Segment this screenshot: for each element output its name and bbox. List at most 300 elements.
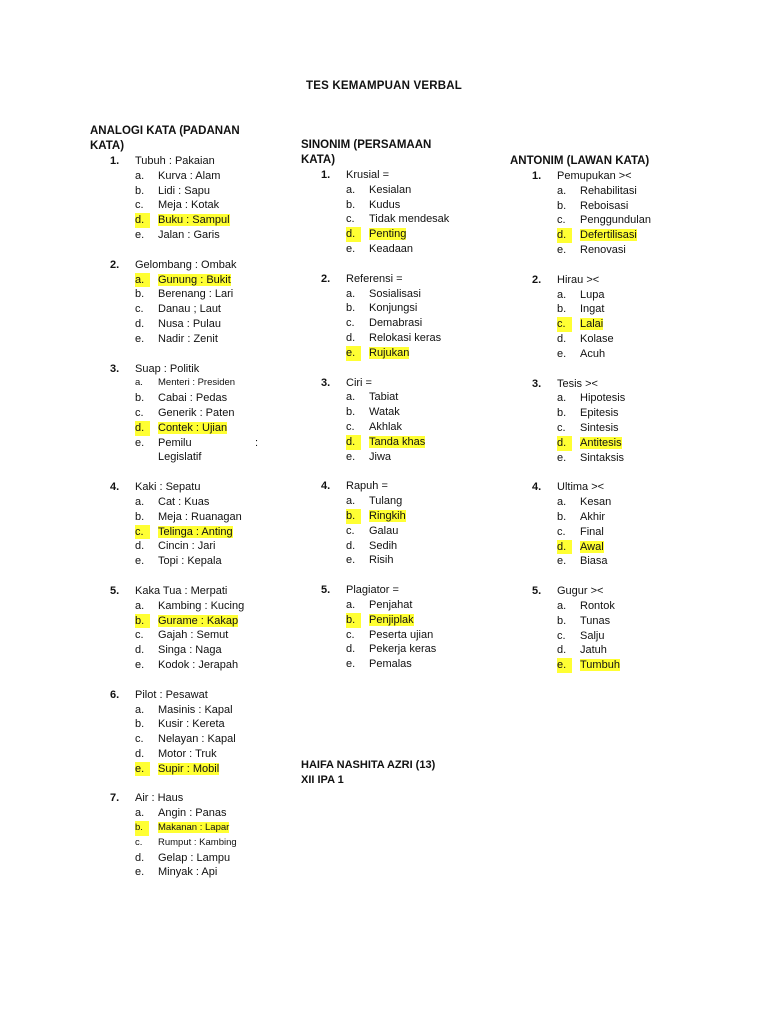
option-text: Hipotesis [580, 392, 626, 405]
answer-option [90, 406, 270, 421]
option-text: Danau ; Laut [158, 303, 221, 316]
question-line [301, 272, 491, 287]
option-letter: d. [346, 643, 356, 656]
option-letter: b. [135, 614, 150, 629]
option-letter: d. [557, 228, 572, 243]
question-text: Pemupukan >< [557, 170, 632, 182]
option-letter: c. [135, 629, 144, 642]
option-text: Konjungsi [369, 302, 418, 315]
option-letter: d. [346, 539, 356, 552]
author-name: HAIFA NASHITA AZRI (13) [301, 759, 436, 771]
option-letter: c. [135, 303, 144, 316]
question-line [90, 258, 270, 273]
question-item [301, 272, 491, 361]
answer-option [301, 212, 491, 227]
answer-option [301, 390, 491, 405]
option-text: Rumput : Kambing [158, 836, 237, 848]
answer-option [90, 391, 270, 406]
option-text: Peserta ujian [369, 628, 434, 641]
answer-option [90, 717, 270, 732]
question-item [510, 169, 690, 258]
answer-option-highlighted [510, 228, 690, 243]
option-letter: e. [346, 242, 356, 255]
page-title: TES KEMAMPUAN VERBAL [305, 80, 463, 92]
question-item [510, 377, 690, 466]
option-letter: a. [557, 392, 567, 405]
question-number: 5. [110, 584, 120, 597]
option-letter: e. [135, 762, 150, 777]
question-text: Kaka Tua : Merpati [135, 584, 228, 597]
option-text: Telinga : Anting [158, 525, 233, 538]
option-letter: e. [557, 347, 567, 360]
option-list [90, 273, 270, 347]
question-number: 2. [110, 258, 120, 271]
option-text: Meja : Ruanagan [158, 510, 242, 523]
answer-option [301, 539, 491, 554]
question-number: 1. [110, 155, 120, 167]
option-text: Final [580, 525, 604, 538]
option-letter: d. [135, 317, 145, 330]
option-text: Biasa [580, 555, 608, 568]
answer-option [90, 198, 270, 213]
answer-option [510, 288, 690, 303]
section-sinonim [301, 138, 491, 687]
answer-option [90, 332, 270, 347]
option-text: Sedih [369, 539, 398, 552]
option-letter: e. [135, 658, 145, 671]
option-text: Pekerja keras [369, 643, 437, 656]
option-letter: b. [346, 613, 361, 628]
option-text: Kusir : Kereta [158, 718, 225, 731]
answer-option [90, 806, 270, 821]
question-line [90, 688, 270, 703]
option-letter: a. [346, 391, 356, 404]
option-letter: c. [135, 406, 144, 419]
answer-option-highlighted [301, 435, 491, 450]
answer-option [90, 169, 270, 184]
question-list [510, 169, 690, 673]
question-item [90, 688, 270, 777]
option-letter: c. [135, 525, 150, 540]
answer-option [90, 628, 270, 643]
option-letter: a. [346, 495, 356, 508]
answer-option [90, 495, 270, 510]
answer-option [301, 242, 491, 257]
question-text: Gugur >< [557, 585, 604, 598]
option-letter: e. [346, 658, 356, 671]
question-text: Ciri = [346, 376, 372, 389]
option-text: Motor : Truk [158, 747, 217, 760]
answer-option [90, 302, 270, 317]
option-letter: b. [346, 302, 356, 315]
question-list [301, 168, 491, 672]
option-list [90, 703, 270, 777]
answer-option [301, 553, 491, 568]
question-line [510, 169, 690, 184]
option-letter: a. [135, 495, 145, 508]
answer-option-highlighted [510, 658, 690, 673]
option-letter: d. [557, 332, 567, 345]
answer-option [301, 598, 491, 613]
question-item [510, 273, 690, 362]
option-letter: a. [557, 496, 567, 509]
answer-option [90, 836, 270, 851]
option-text: Kudus [369, 198, 401, 211]
answer-option [90, 865, 270, 880]
option-letter: b. [135, 392, 145, 405]
answer-option [510, 184, 690, 199]
option-letter: d. [346, 331, 356, 344]
option-letter: b. [557, 303, 567, 316]
option-text: Kurva : Alam [158, 169, 221, 182]
question-number: 5. [321, 584, 331, 597]
question-line [301, 479, 491, 494]
answer-option [510, 199, 690, 214]
option-letter: a. [346, 183, 356, 196]
question-item [90, 584, 270, 673]
answer-option [90, 643, 270, 658]
option-letter: c. [346, 420, 355, 433]
option-text: Angin : Panas [158, 807, 227, 820]
answer-option [301, 420, 491, 435]
answer-option [301, 183, 491, 198]
question-text: Air : Haus [135, 792, 184, 805]
answer-option [510, 391, 690, 406]
question-line [510, 584, 690, 599]
answer-option-highlighted [510, 540, 690, 555]
option-letter: a. [346, 287, 356, 300]
option-letter: c. [346, 524, 355, 537]
answer-option-highlighted [510, 317, 690, 332]
option-text: Acuh [580, 347, 606, 360]
answer-option-highlighted [90, 525, 270, 540]
option-text: Penting [369, 228, 407, 241]
option-text: Buku : Sampul [158, 214, 230, 227]
option-text: Risih [369, 554, 394, 567]
answer-option [90, 851, 270, 866]
option-letter: b. [557, 614, 567, 627]
question-number: 7. [110, 792, 120, 805]
answer-option [301, 628, 491, 643]
option-letter: d. [346, 435, 361, 450]
option-text: Ringkih [369, 509, 406, 522]
answer-option [90, 747, 270, 762]
question-line [510, 273, 690, 288]
option-list [510, 288, 690, 362]
option-text: Kodok : Jerapah [158, 658, 239, 671]
section-heading: SINONIM (PERSAMAAN KATA) [301, 139, 432, 166]
option-letter: e. [557, 243, 567, 256]
question-line [301, 376, 491, 391]
option-text: Penjiplak [369, 613, 414, 626]
option-text: Lupa [580, 288, 605, 301]
answer-option [510, 421, 690, 436]
option-list [510, 495, 690, 569]
option-text: Supir : Mobil [158, 762, 220, 775]
answer-option [90, 539, 270, 554]
option-list [301, 598, 491, 672]
question-item [510, 480, 690, 569]
question-number: 4. [110, 481, 120, 494]
option-text: Tunas [580, 614, 611, 627]
answer-option-highlighted [301, 613, 491, 628]
option-text: Rontok [580, 599, 615, 612]
answer-option [510, 302, 690, 317]
answer-option [90, 658, 270, 673]
option-letter: e. [346, 450, 356, 463]
option-text: Sintesis [580, 421, 619, 434]
option-text: Demabrasi [369, 317, 423, 330]
answer-option [301, 405, 491, 420]
option-letter: d. [135, 851, 145, 864]
option-text-continued: Legislatif [158, 451, 202, 464]
option-text: Nelayan : Kapal [158, 733, 236, 746]
option-text: Galau [369, 524, 399, 537]
option-text: Masinis : Kapal [158, 703, 233, 716]
option-letter: a. [557, 184, 567, 197]
option-text: Singa : Naga [158, 644, 222, 657]
option-list [510, 391, 690, 465]
option-letter: c. [346, 317, 355, 330]
answer-option [301, 642, 491, 657]
option-letter: c. [557, 214, 566, 227]
option-list [90, 806, 270, 880]
option-letter: d. [557, 436, 572, 451]
option-text: Rujukan [369, 346, 410, 359]
option-text: Pemilu : [158, 436, 258, 449]
option-text: Cincin : Jari [158, 540, 216, 553]
answer-option [510, 510, 690, 525]
answer-option [510, 406, 690, 421]
option-text: Lidi : Sapu [158, 184, 210, 197]
option-letter: a. [135, 273, 150, 288]
question-text: Pilot : Pesawat [135, 688, 208, 701]
answer-option [301, 450, 491, 465]
question-list [90, 154, 270, 880]
option-text: Awal [580, 540, 604, 553]
option-letter: a. [135, 169, 145, 182]
option-letter: e. [557, 658, 572, 673]
question-line [90, 791, 270, 806]
question-number: 5. [532, 585, 542, 598]
question-item [90, 791, 270, 880]
option-letter: d. [135, 644, 145, 657]
question-number: 4. [532, 481, 542, 494]
option-letter: a. [135, 703, 145, 716]
option-letter: c. [557, 629, 566, 642]
option-text: Gelap : Lampu [158, 851, 231, 864]
option-list [90, 376, 270, 465]
answer-option [510, 643, 690, 658]
option-text: Cat : Kuas [158, 495, 210, 508]
option-letter: a. [135, 377, 143, 389]
question-number: 6. [110, 688, 120, 701]
author-class: XII IPA 1 [301, 774, 344, 786]
option-text: Keadaan [369, 242, 414, 255]
option-letter: c. [557, 525, 566, 538]
option-text: Contek : Ujian [158, 421, 228, 434]
option-text: Penggundulan [580, 214, 651, 227]
option-letter: e. [346, 554, 356, 567]
option-letter: d. [557, 644, 567, 657]
option-text: Relokasi keras [369, 331, 442, 344]
option-text: Akhlak [369, 420, 403, 433]
option-letter: d. [135, 421, 150, 436]
option-letter: c. [135, 733, 144, 746]
answer-option [510, 495, 690, 510]
answer-option [510, 599, 690, 614]
answer-option-highlighted [90, 614, 270, 629]
question-line [90, 154, 270, 169]
question-number: 4. [321, 480, 331, 493]
option-text: Defertilisasi [580, 229, 637, 242]
question-item [301, 168, 491, 257]
option-letter: b. [557, 407, 567, 420]
option-letter: b. [135, 184, 145, 197]
question-text: Referensi = [346, 272, 403, 285]
option-text: Kesan [580, 496, 612, 509]
option-letter: d. [135, 540, 145, 553]
option-text: Generik : Paten [158, 406, 235, 419]
option-text: Antitesis [580, 436, 622, 449]
option-text: Jatuh [580, 644, 607, 657]
option-letter: b. [346, 406, 356, 419]
answer-option [301, 331, 491, 346]
question-number: 3. [321, 376, 331, 389]
answer-option [301, 316, 491, 331]
option-text: Nusa : Pulau [158, 317, 221, 330]
option-text: Jiwa [369, 450, 392, 463]
option-text: Ingat [580, 303, 605, 316]
option-letter: a. [346, 598, 356, 611]
option-list [90, 169, 270, 243]
option-letter: d. [346, 227, 361, 242]
answer-option [510, 213, 690, 228]
option-letter: b. [557, 199, 567, 212]
question-number: 1. [532, 170, 542, 182]
option-letter: c. [557, 317, 572, 332]
option-letter: c. [346, 628, 355, 641]
option-text: Kesialan [369, 183, 412, 196]
question-text: Rapuh = [346, 480, 388, 493]
option-text: Penjahat [369, 598, 413, 611]
question-text: Krusial = [346, 169, 390, 181]
question-text: Plagiator = [346, 584, 399, 597]
answer-option [90, 599, 270, 614]
question-text: Suap : Politik [135, 362, 200, 375]
answer-option [510, 347, 690, 362]
question-item [301, 376, 491, 465]
answer-option [510, 554, 690, 569]
question-text: Tesis >< [557, 377, 598, 390]
option-text: Gunung : Bukit [158, 273, 231, 286]
question-number: 2. [321, 272, 331, 285]
question-line [301, 583, 491, 598]
option-text: Tidak mendesak [369, 213, 450, 226]
option-letter: e. [557, 451, 567, 464]
answer-option [510, 629, 690, 644]
answer-option [301, 657, 491, 672]
option-letter: e. [557, 555, 567, 568]
option-text: Berenang : Lari [158, 288, 234, 301]
option-letter: b. [135, 821, 149, 836]
question-item [90, 362, 270, 466]
option-text: Pemalas [369, 658, 412, 671]
question-item [90, 480, 270, 569]
question-line [90, 584, 270, 599]
answer-option [90, 184, 270, 199]
option-list [301, 390, 491, 464]
answer-option [90, 376, 270, 391]
option-text: Menteri : Presiden [158, 377, 236, 389]
option-text: Cabai : Pedas [158, 392, 228, 405]
answer-option [301, 301, 491, 316]
option-list [90, 599, 270, 673]
option-letter: d. [135, 747, 145, 760]
answer-option-highlighted [90, 213, 270, 228]
option-text: Lalai [580, 318, 604, 331]
answer-option-highlighted [90, 762, 270, 777]
option-text: Watak [369, 406, 400, 419]
option-letter: a. [135, 807, 145, 820]
question-text: Hirau >< [557, 273, 600, 286]
option-text: Tulang [369, 495, 403, 508]
question-number: 1. [321, 169, 331, 181]
option-text: Sosialisasi [369, 287, 421, 300]
option-letter: a. [135, 599, 145, 612]
answer-option [510, 451, 690, 466]
question-number: 3. [110, 362, 120, 375]
answer-option-highlighted [90, 821, 270, 836]
answer-option [90, 554, 270, 569]
question-line [510, 480, 690, 495]
question-text: Gelombang : Ombak [135, 258, 237, 271]
section-analogi [90, 124, 270, 895]
option-letter: e. [135, 228, 145, 241]
answer-option [90, 732, 270, 747]
option-text: Sintaksis [580, 451, 625, 464]
question-item [90, 154, 270, 243]
question-line [90, 480, 270, 495]
answer-option [90, 703, 270, 718]
option-text: Epitesis [580, 407, 619, 420]
option-text: Renovasi [580, 243, 626, 256]
option-letter: a. [557, 288, 567, 301]
answer-option [510, 525, 690, 540]
option-text: Tumbuh [580, 659, 620, 672]
question-text: Tubuh : Pakaian [135, 155, 215, 167]
section-heading: ANALOGI KATA (PADANAN KATA) [90, 125, 240, 152]
question-text: Kaki : Sepatu [135, 481, 201, 494]
option-letter: e. [346, 346, 361, 361]
question-item [90, 258, 270, 347]
option-letter: b. [135, 288, 145, 301]
option-letter: c. [557, 421, 566, 434]
option-letter: e. [135, 555, 145, 568]
author-block [301, 758, 435, 788]
option-text: Jalan : Garis [158, 228, 220, 241]
option-list [90, 495, 270, 569]
option-text: Kambing : Kucing [158, 599, 245, 612]
option-text: Nadir : Zenit [158, 332, 218, 345]
option-text: Minyak : Api [158, 866, 218, 879]
answer-option-highlighted [90, 421, 270, 436]
option-letter: d. [135, 213, 150, 228]
option-letter: b. [135, 718, 145, 731]
option-letter: b. [557, 510, 567, 523]
option-letter: a. [557, 599, 567, 612]
option-list [301, 287, 491, 361]
